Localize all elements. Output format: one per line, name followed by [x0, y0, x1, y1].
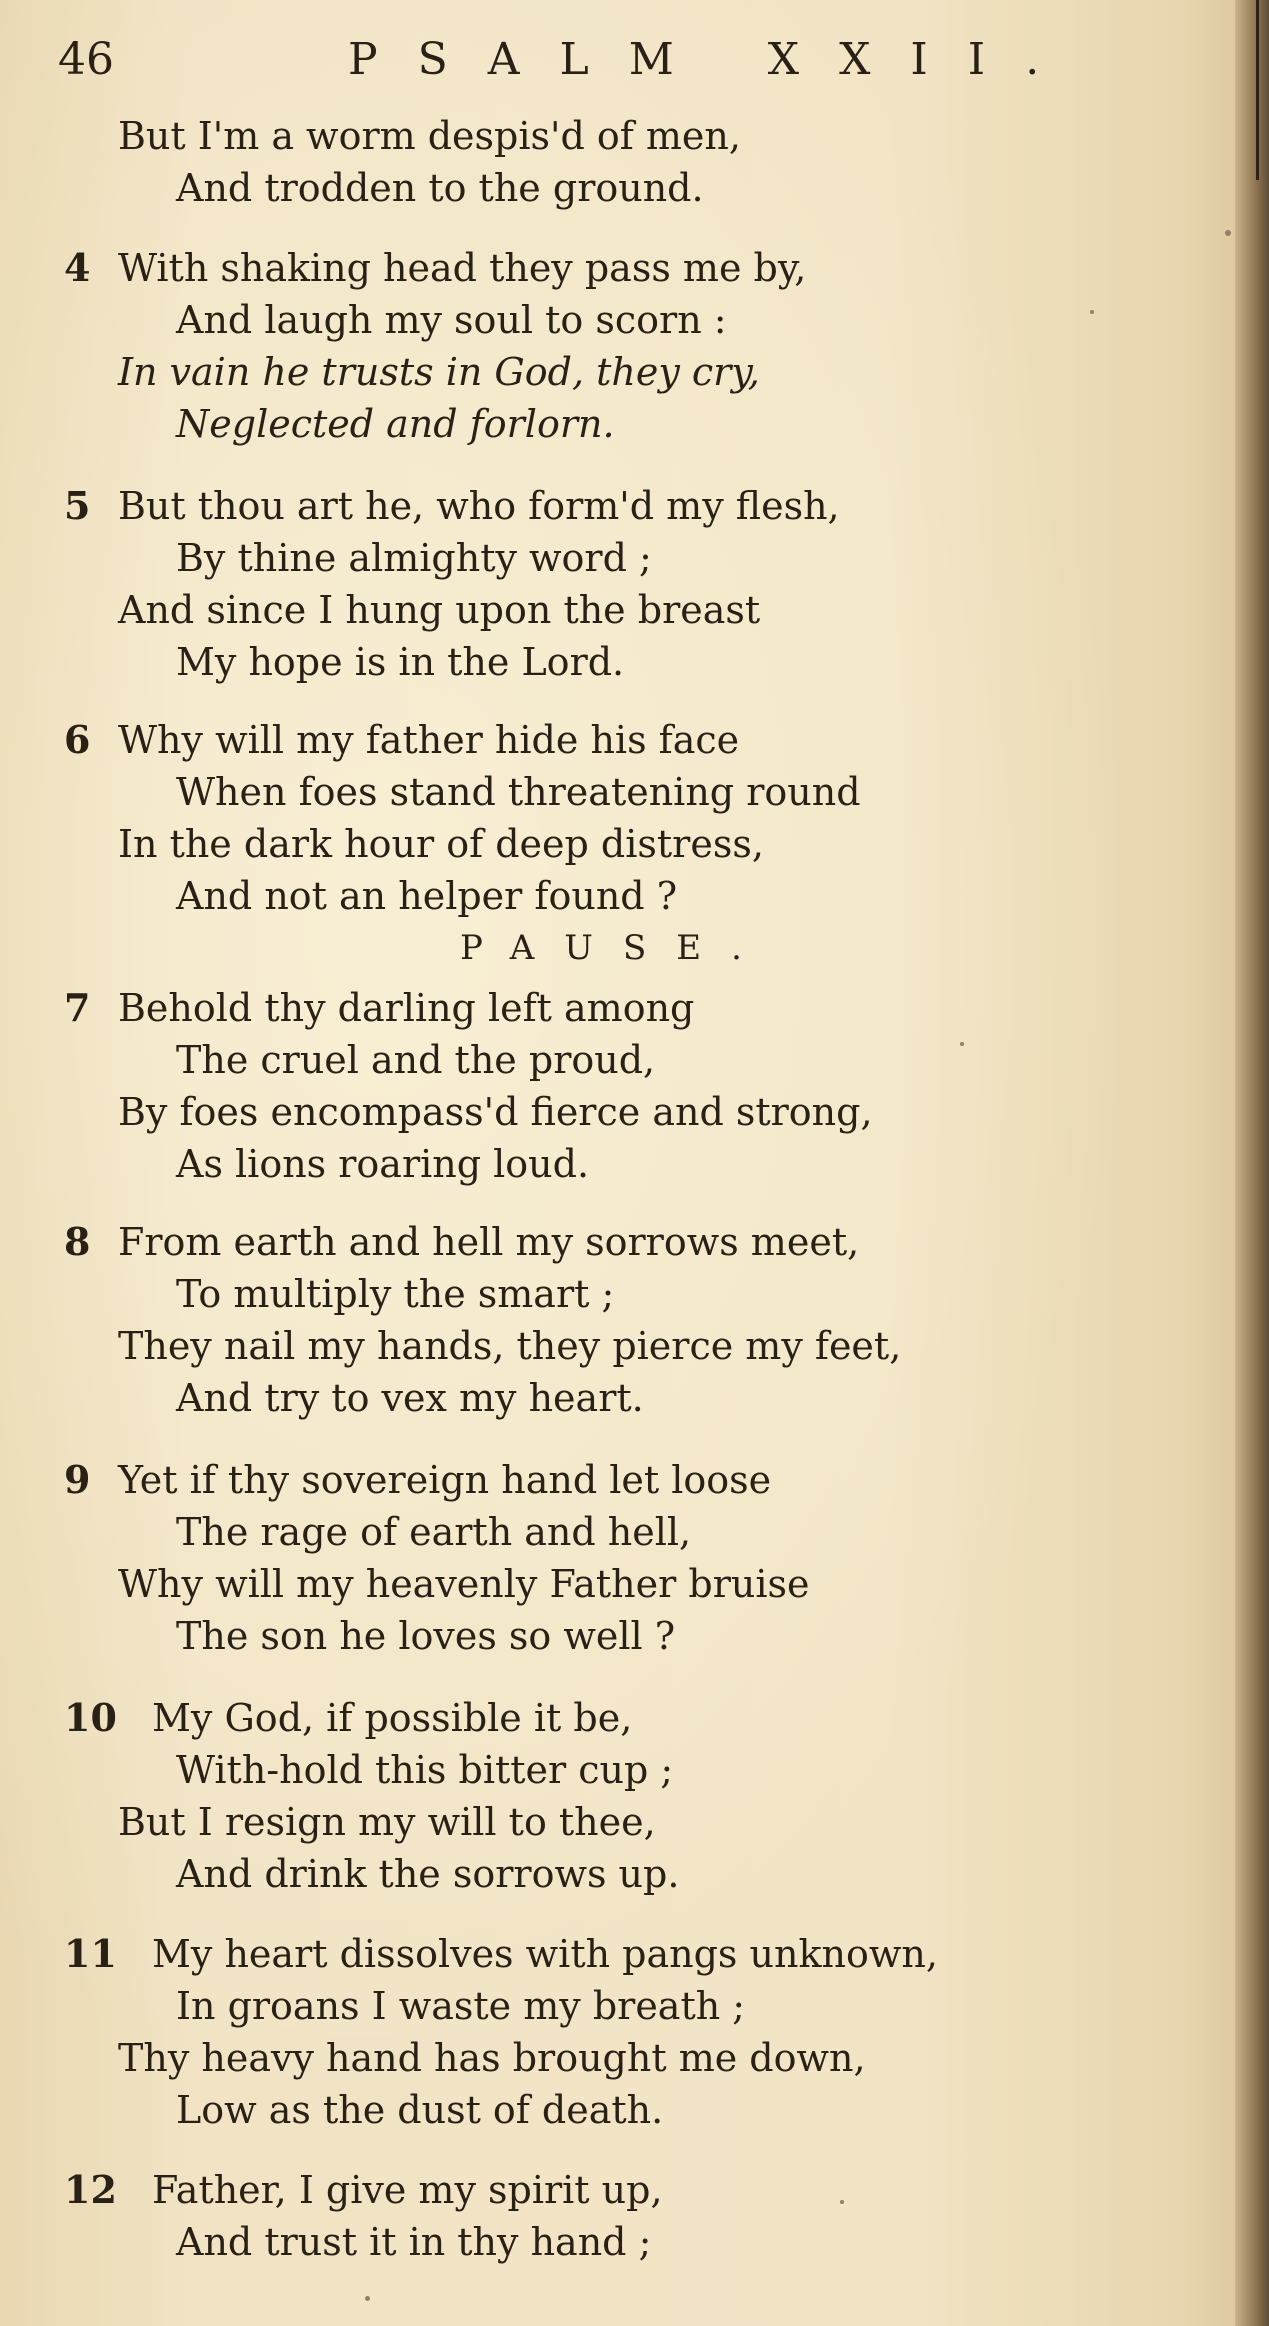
verse-line: Thy heavy hand has brought me down,: [118, 2036, 866, 2080]
paper-speck: [960, 1042, 964, 1046]
verse-line: To multiply the smart ;: [176, 1272, 615, 1316]
verse-line: The cruel and the proud,: [176, 1038, 656, 1082]
verse-line: The son he loves so well ?: [176, 1614, 676, 1658]
verse-line: My heart dissolves with pangs unknown,: [152, 1932, 938, 1976]
verse-number: 10: [64, 1695, 117, 1740]
verse-line: Why will my heavenly Father bruise: [118, 1562, 810, 1606]
verse-line: But I resign my will to thee,: [118, 1800, 656, 1844]
gutter-line: [1256, 0, 1259, 180]
verse-line: By thine almighty word ;: [176, 536, 652, 580]
verse-line: But I'm a worm despis'd of men,: [118, 114, 741, 158]
verse-line: My hope is in the Lord.: [176, 640, 625, 684]
paper-speck: [365, 2296, 370, 2301]
verse-line: And try to vex my heart.: [176, 1376, 644, 1420]
verse-line: They nail my hands, they pierce my feet,: [118, 1324, 902, 1368]
verse-line: When foes stand threatening round: [176, 770, 861, 814]
verse-line: But thou art he, who form'd my flesh,: [118, 484, 840, 528]
verse-number: 11: [64, 1931, 117, 1976]
verse-line: And not an helper found ?: [176, 874, 678, 918]
verse-line-italic: Neglected and forlorn.: [176, 402, 615, 446]
page-gutter: [1235, 0, 1269, 2326]
verse-line: And laugh my soul to scorn :: [176, 298, 727, 342]
verse-line: Low as the dust of death.: [176, 2088, 664, 2132]
verse-number: 12: [64, 2167, 117, 2212]
running-title: PSALM XXII.: [348, 34, 1080, 85]
verse-line: Father, I give my spirit up,: [152, 2168, 663, 2212]
verse-line: In the dark hour of deep distress,: [118, 822, 764, 866]
verse-line: With-hold this bitter cup ;: [176, 1748, 674, 1792]
verse-line: My God, if possible it be,: [152, 1696, 633, 1740]
verse-number: 6: [64, 717, 91, 762]
verse-line: The rage of earth and hell,: [176, 1510, 692, 1554]
verse-line: Behold thy darling left among: [118, 986, 695, 1030]
verse-line: With shaking head they pass me by,: [118, 246, 807, 290]
verse-number: 5: [64, 483, 91, 528]
paper-speck: [1225, 230, 1231, 236]
verse-line: And trust it in thy hand ;: [176, 2220, 652, 2264]
verse-number: 8: [64, 1219, 91, 1264]
verse-number: 7: [64, 985, 91, 1030]
verse-line: And drink the sorrows up.: [176, 1852, 680, 1896]
verse-line: In groans I waste my breath ;: [176, 1984, 746, 2028]
verse-line: By foes encompass'd fierce and strong,: [118, 1090, 873, 1134]
paper-speck: [840, 2200, 844, 2204]
verse-line: As lions roaring loud.: [176, 1142, 590, 1186]
verse-line-italic: In vain he trusts in God, they cry,: [118, 350, 760, 394]
verse-number: 4: [64, 245, 91, 290]
verse-line: Yet if thy sovereign hand let loose: [118, 1458, 772, 1502]
verse-line: And trodden to the ground.: [176, 166, 704, 210]
verse-line: And since I hung upon the breast: [118, 588, 761, 632]
page-number: 46: [58, 34, 114, 85]
verse-line: From earth and hell my sorrows meet,: [118, 1220, 860, 1264]
paper-speck: [1090, 310, 1094, 314]
pause-label: PAUSE.: [460, 928, 772, 968]
verse-number: 9: [64, 1457, 91, 1502]
verse-line: Why will my father hide his face: [118, 718, 740, 762]
